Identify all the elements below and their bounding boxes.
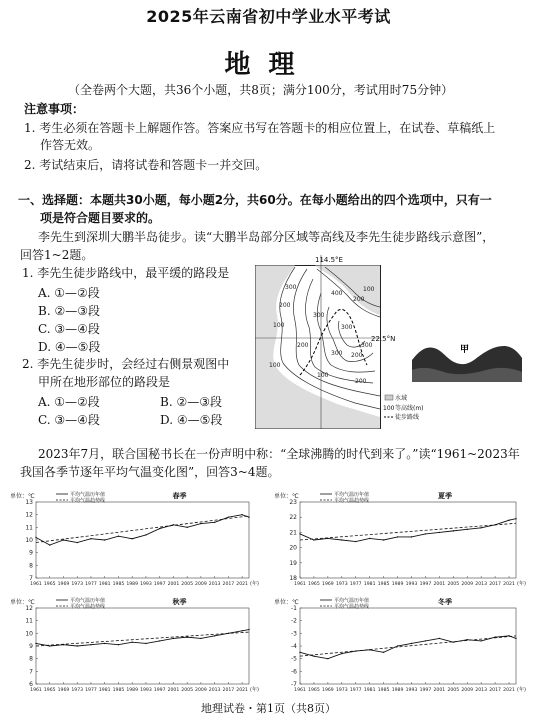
y-tick-label: 11 [25,617,33,625]
chart-ylabel: 单位：℃ [274,599,299,606]
legend-trend-label: 平均气温趋势线 [334,604,370,610]
series-point [200,638,201,639]
series-point [515,638,516,639]
series-point [411,643,412,644]
series-point [383,652,384,653]
legend-series-label: 平均气温历年值 [334,492,370,498]
chart-plot-area [300,502,516,578]
x-tick-label: 1981 [363,582,376,587]
y-tick-label: 8 [29,562,33,570]
q2-stem-cont: 甲所在地形部位的路段是 [38,375,171,389]
x-tick-label: 1989 [391,688,404,693]
x-tick-label: 2001 [167,688,180,693]
x-tick-label: 1997 [419,582,432,587]
x-tick-label: 1965 [308,688,320,693]
x-tick-label: 2005 [447,688,460,693]
series-point [341,653,342,654]
legend-series-label: 平均气温历年值 [70,492,106,498]
series-point [186,527,187,528]
y-tick-label: -4 [291,643,297,650]
passage2-text-cont: 我国各季节逐年平均气温变化图”，回答3~4题。 [20,465,280,479]
x-tick-label: 2021 [503,582,515,587]
legend-route-label: 徒步路线 [395,414,420,421]
q1-option-d[interactable]: D. ④—⑤段 [38,340,101,354]
x-tick-label: 1997 [419,688,432,693]
legend-trend-label: 平均气温趋势线 [70,498,106,504]
legend-trend-label: 平均气温趋势线 [334,498,370,504]
y-tick-label: 19 [289,559,297,567]
series-line-annual-mean [36,515,249,545]
y-tick-label: 12 [25,511,33,519]
x-tick-label: 1965 [43,582,56,587]
notice-item-1-cont: 作答无效。 [40,138,101,152]
x-tick-label: 1985 [112,688,125,693]
autumn-temperature-chart [8,594,263,700]
x-tick-label: 2009 [461,688,474,693]
series-point [327,658,328,659]
x-tick-label: 1993 [405,688,418,693]
series-point [453,642,454,643]
x-tick-label: 2009 [195,688,207,693]
exam-info: （全卷两个大题，共36个小题，共8页；满分100分，考试用时75分钟） [68,83,454,97]
series-point [90,644,91,645]
legend-series-label: 平均气温历年值 [70,598,106,604]
series-point [49,645,50,646]
series-point [118,536,119,537]
series-point [299,533,300,534]
subject-title: 地理 [224,50,313,80]
notice-item-1: 1. 考生必须在答题卡上解题作答。答案应书写在答题卡的相应位置上，在试卷、草稿纸上 [24,121,496,135]
map-latitude-label: 22.5°N [371,335,396,343]
x-tick-label: 1977 [85,582,97,587]
y-tick-label: 11 [25,524,33,532]
contour-label: 100 [269,362,281,369]
series-point [508,520,509,521]
series-point [425,533,426,534]
contour-label: 100 [273,322,285,329]
series-point [214,635,215,636]
x-tick-label: 1981 [98,582,111,587]
chart-title: 春季 [172,492,187,500]
x-tick-label: 2021 [236,582,248,587]
x-tick-label: 1977 [85,688,97,693]
series-point [241,630,242,631]
series-point [341,539,342,540]
spring-temperature-chart [8,488,263,594]
series-point [104,539,105,540]
y-tick-label: 21 [289,529,297,537]
section1-heading: 一、选择题：本题共30小题，每小题2分，共60分。在每小题给出的四个选项中，只有一 [18,193,492,207]
series-point [35,643,36,644]
series-line-trend [36,516,249,543]
chart-title: 夏季 [438,492,452,500]
q1-stem: 1. 李先生徒步路线中，最平缓的路段是 [22,266,230,280]
chart-xlabel: (年) [250,687,259,693]
x-tick-label: 1985 [377,582,390,587]
y-tick-label: 22 [289,514,297,522]
series-point [145,534,146,535]
y-tick-label: -3 [291,630,297,638]
x-tick-label: 1961 [294,688,306,693]
y-tick-label: 7 [29,668,33,676]
series-point [248,629,249,630]
series-line-annual-mean [300,636,516,659]
contour-label: 200 [351,352,363,359]
q2-option-d[interactable]: D. ④—⑤段 [160,413,223,427]
x-tick-label: 2001 [433,582,446,587]
contour-map [255,255,424,430]
x-tick-label: 1961 [30,688,42,693]
series-point [248,517,249,518]
chart-title: 秋季 [172,598,187,606]
chart-ylabel: 单位：℃ [10,493,35,500]
series-point [397,645,398,646]
series-point [397,536,398,537]
winter-temperature-chart [272,594,530,700]
series-point [383,539,384,540]
series-point [313,539,314,540]
x-tick-label: 1969 [322,582,334,587]
chart-plot-area [300,608,516,684]
q2-stem: 2. 李先生徒步时，会经过右侧景观图中 [22,357,230,371]
contour-label: 200 [353,296,365,303]
x-tick-label: 2001 [167,582,180,587]
series-point [131,642,132,643]
x-tick-label: 1965 [308,582,320,587]
series-point [104,643,105,644]
y-tick-label: 13 [25,499,33,506]
x-tick-label: 2017 [222,582,235,587]
series-point [159,640,160,641]
contour-label: 300 [285,284,297,291]
series-point [77,645,78,646]
series-point [131,538,132,539]
exam-title: 2025年云南省初中学业水平考试 [146,7,391,26]
series-point [145,643,146,644]
x-tick-label: 1969 [57,688,70,693]
chart-plot-area [36,502,249,578]
series-point [35,537,36,538]
x-tick-label: 2013 [208,582,221,587]
x-tick-label: 1973 [335,688,348,693]
scene-label-jia: 甲 [460,345,470,355]
y-tick-label: 6 [29,681,33,688]
x-tick-label: 1961 [294,582,306,587]
x-tick-label: 1989 [126,582,139,587]
x-tick-label: 2017 [489,582,501,587]
x-tick-label: 1985 [112,582,125,587]
x-tick-label: 1981 [363,688,376,693]
summer-temperature-chart [272,488,530,594]
q1-option-b[interactable]: B. ②—③段 [38,304,100,318]
series-point [118,644,119,645]
x-tick-label: 1973 [335,582,348,587]
x-tick-label: 1985 [377,688,390,693]
series-point [515,518,516,519]
contour-label: 300 [341,324,353,331]
x-tick-label: 1993 [140,582,152,587]
x-tick-label: 1969 [322,688,334,693]
passage1-intro: 李先生到深圳大鹏半岛徒步。读“大鹏半岛部分区域等高线及李先生徒步路线示意图”， [38,230,495,244]
contour-label: 200 [279,302,291,309]
legend-series-label: 平均气温历年值 [334,598,370,604]
x-tick-label: 2021 [236,688,248,693]
chart-plot-area [36,608,249,684]
x-tick-label: 2013 [208,688,221,693]
x-tick-label: 1997 [153,582,166,587]
series-point [299,652,300,653]
series-point [411,536,412,537]
x-tick-label: 1997 [153,688,166,693]
y-tick-label: 23 [289,499,297,506]
chart-xlabel: (年) [517,581,526,587]
q1-option-a[interactable]: A. ①—②段 [38,286,100,300]
passage2-text: 2023年7月，联合国秘书长在一份声明中称：“全球沸腾的时代到来了。”读“1961~2023年 [38,447,520,461]
page-footer: 地理试卷・第1页（共8页） [201,702,336,715]
chart-title: 冬季 [438,598,452,606]
y-tick-label: 9 [29,643,33,650]
contour-label: 400 [331,290,343,297]
notice-item-2: 2. 考试结束后，请将试卷和答题卡一并交回。 [24,158,268,172]
x-tick-label: 1977 [349,688,362,693]
series-line-trend [300,523,516,540]
x-tick-label: 2009 [461,582,474,587]
series-point [90,538,91,539]
x-tick-label: 1973 [71,582,84,587]
contour-label: 300 [361,342,373,349]
y-tick-label: 9 [29,549,33,557]
x-tick-label: 1969 [57,582,70,587]
chart-xlabel: (年) [250,581,259,587]
terrain-scene-image [412,340,522,382]
contour-label: 100 [363,286,375,293]
series-point [200,523,201,524]
chart-ylabel: 单位：℃ [274,493,299,500]
section1-heading-cont: 项是符合题目要求的。 [40,211,161,225]
x-tick-label: 2005 [447,582,460,587]
legend-water-swatch [385,395,393,400]
x-tick-label: 1981 [98,688,111,693]
x-tick-label: 2021 [503,688,515,693]
series-point [241,514,242,515]
series-point [439,638,440,639]
x-tick-label: 2009 [195,582,207,587]
x-tick-label: 1993 [140,688,152,693]
series-point [467,529,468,530]
x-tick-label: 1989 [391,582,404,587]
series-point [453,530,454,531]
y-tick-label: 12 [25,605,33,612]
legend-contour-label: 等高线(m) [395,405,424,412]
series-point [214,522,215,523]
series-point [439,532,440,533]
y-tick-label: -2 [291,617,297,625]
x-tick-label: 2013 [475,688,488,693]
series-line-trend [36,632,249,646]
series-point [173,638,174,639]
y-tick-label: 18 [289,575,297,582]
legend-trend-label: 平均气温趋势线 [70,604,106,610]
q2-option-c[interactable]: C. ③—④段 [38,413,100,427]
series-point [355,541,356,542]
x-tick-label: 2001 [433,688,446,693]
notice-heading: 注意事项： [24,102,85,116]
series-point [49,544,50,545]
y-tick-label: -7 [291,681,297,688]
y-tick-label: -1 [291,605,297,612]
y-tick-label: 10 [25,630,33,638]
chart-xlabel: (年) [517,687,526,693]
y-tick-label: 8 [29,655,33,663]
y-tick-label: 10 [25,537,33,544]
x-tick-label: 2013 [475,582,488,587]
chart-ylabel: 单位：℃ [10,599,35,606]
q2-option-b[interactable]: B. ②—③段 [160,395,222,409]
x-tick-label: 2005 [181,582,194,587]
map-longitude-label: 114.5°E [315,256,343,264]
y-tick-label: -5 [291,655,297,663]
x-tick-label: 1993 [405,582,418,587]
x-tick-label: 1961 [30,582,42,587]
x-tick-label: 1973 [71,688,84,693]
series-point [313,655,314,656]
series-point [173,524,174,525]
x-tick-label: 2017 [222,688,235,693]
series-point [369,538,370,539]
series-point [186,636,187,637]
legend-contour-prefix: 100 [383,405,395,412]
q1-option-c[interactable]: C. ③—④段 [38,322,100,336]
passage1-intro-cont: 回答1~2题。 [20,248,94,262]
x-tick-label: 1977 [349,582,362,587]
contour-label: 300 [313,312,325,319]
q2-option-a[interactable]: A. ①—②段 [38,395,100,409]
series-line-trend [300,636,516,656]
contour-label: 200 [297,342,309,349]
series-point [480,640,481,641]
x-tick-label: 2005 [181,688,194,693]
series-point [228,517,229,518]
contour-label: 100 [317,372,329,379]
contour-label: 300 [331,350,343,357]
legend-water-label: 水域 [395,395,408,402]
x-tick-label: 1965 [43,688,56,693]
y-tick-label: 7 [29,575,33,582]
series-point [480,527,481,528]
series-point [159,528,160,529]
x-tick-label: 2017 [489,688,501,693]
series-line-annual-mean [300,519,516,542]
series-point [77,542,78,543]
y-tick-label: 20 [289,544,297,552]
contour-label: 200 [355,378,367,385]
x-tick-label: 1989 [126,688,139,693]
y-tick-label: -6 [291,668,297,676]
series-point [425,640,426,641]
